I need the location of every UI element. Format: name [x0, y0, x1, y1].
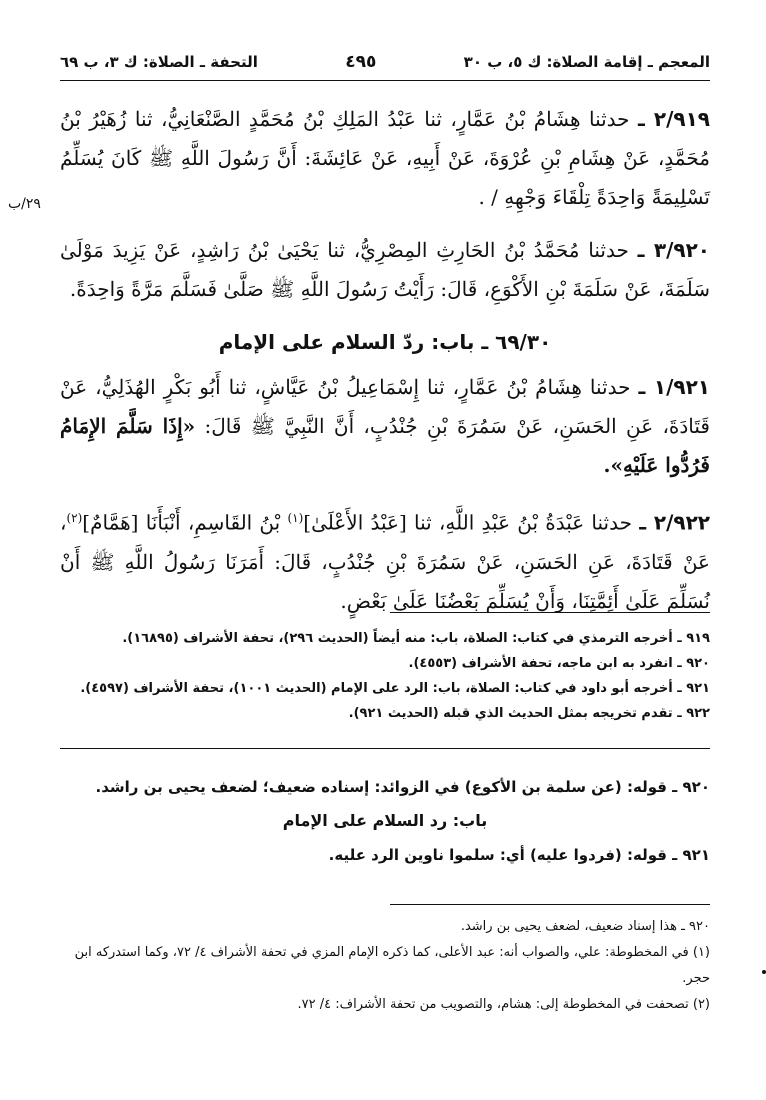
- chapter-title: ٦٩/٣٠ ـ باب: ردّ السلام على الإمام: [218, 330, 552, 354]
- header-left-title: التحفة ـ الصلاة: ك ٣، ب ٦٩: [60, 53, 258, 71]
- hadith-text: ، عَنْ قَتَادَةَ، عَنِ الحَسَنِ، عَنْ سَمُرَةَ بْنِ جُنْدُبٍ، قَالَ: أَمَرَنَا رَسُولُ اللَّهِ ﷺ أَنْ نُسَلِّمَ عَلَىٰ أَئِمَّتِنَا، وَأَنْ يُسَلِّمَ بَعْضُنَا عَلَىٰ بَعْضٍ.: [60, 510, 710, 613]
- hadith-text: حدثنا عَبْدَةُ بْنُ عَبْدِ اللَّهِ، ثنا [عَبْدُ الأَعْلَىٰ]: [303, 510, 632, 535]
- takhrij-item: ٩٢٠ ـ انفرد به ابن ماجه، تحفة الأشراف (٤٥٥٣).: [408, 656, 710, 671]
- main-text: [60, 100, 710, 635]
- footnote-item: (١) في المخطوطة: علي، والصواب أنه: عبد الأعلى، كما ذكره الإمام المزي في تحفة الأشراف ٤/ ٧٢، وكما استدركه ابن حجر.: [74, 945, 710, 986]
- hadith-number: ٣/٩٢٠ ـ: [637, 238, 710, 262]
- hadith-921: [60, 368, 710, 485]
- header-divider: [60, 80, 710, 81]
- takhrij-divider: [390, 612, 710, 613]
- hadith-text: حدثنا هِشَامُ بْنُ عَمَّارٍ، ثنا عَبْدُ المَلِكِ بْنُ مُحَمَّدٍ الصَّنْعَانِيُّ، ثنا زُهَيْرُ بْنُ مُحَمَّدٍ، عَنْ هِشَامِ بْنِ عُرْوَةَ، عَنْ أَبِيهِ، عَنْ عَائِشَةَ: أَنَّ رَسُولَ اللَّهِ ﷺ كَانَ يُسَلِّمُ تَسْلِيمَةً وَاحِدَةً تِلْقَاءَ وَجْهِهِ / .: [60, 107, 710, 209]
- commentary-section-title: باب: رد السلام على الإمام: [282, 811, 488, 830]
- page-header: [60, 48, 710, 76]
- hadith-quote: «إِذَا سَلَّمَ الإِمَامُ فَرُدُّوا عَلَيْهِ».: [60, 414, 710, 477]
- footnotes: [60, 914, 710, 1018]
- commentary-item: ٩٢١ ـ قوله: (فردوا عليه) أي: سلموا ناوين الرد عليه.: [328, 846, 710, 864]
- margin-folio-note: ٢٩/ب: [8, 196, 41, 212]
- hadith-919: [60, 100, 710, 217]
- commentary-item: ٩٢٠ ـ قوله: (عن سلمة بن الأكوع) في الزوائد: إسناده ضعيف؛ لضعف يحيى بن راشد.: [95, 778, 710, 796]
- hadith-number: ١/٩٢١ ـ: [638, 375, 710, 399]
- takhrij-item: ٩٢١ ـ أخرجه أبو داود في كتاب: الصلاة، باب: الرد على الإمام (الحديث ١٠٠١)، تحفة الأشراف (٤٥٩٧).: [80, 681, 710, 696]
- footnote-item: (٢) تصحفت في المخطوطة إلى: هشام، والتصويب من تحفة الأشراف: ٤/ ٧٢.: [297, 997, 710, 1012]
- page-number: ٤٩٥: [345, 52, 377, 72]
- footnote-ref-1: (١): [287, 511, 304, 525]
- footnotes-divider: [390, 904, 710, 905]
- takhrij-item: ٩١٩ ـ أخرجه الترمذي في كتاب: الصلاة، باب: منه أيضاً (الحديث ٢٩٦)، تحفة الأشراف (١٦٨٩٥).: [122, 631, 710, 646]
- commentary-divider: [60, 748, 710, 749]
- scan-mark: [762, 970, 766, 974]
- takhrij-item: ٩٢٢ ـ تقدم تخريجه بمثل الحديث الذي قبله (الحديث ٩٢١).: [348, 706, 710, 721]
- hadith-922: [60, 499, 710, 621]
- footnote-ref-2: (٢): [66, 511, 83, 525]
- takhrij-list: [60, 626, 710, 726]
- header-right-title: المعجم ـ إقامة الصلاة: ك ٥، ب ٣٠: [463, 53, 710, 71]
- footnote-item: ٩٢٠ ـ هذا إسناد ضعيف، لضعف يحيى بن راشد.: [460, 919, 710, 934]
- hadith-text: حدثنا هِشَامُ بْنُ عَمَّارٍ، ثنا إِسْمَاعِيلُ بْنُ عَيَّاشٍ، ثنا أَبُو بَكْرٍ الهُذَلِيُّ، عَنْ قَتَادَةَ، عَنِ الحَسَنِ، عَنْ سَمُرَةَ بْنِ جُنْدُبٍ، أَنَّ النَّبِيَّ ﷺ قَالَ:: [60, 375, 710, 438]
- hadith-number: ٢/٩٢٢ ـ: [639, 510, 710, 535]
- commentary: [60, 770, 710, 872]
- hadith-number: ٢/٩١٩ ـ: [637, 107, 710, 131]
- hadith-text: بْنُ القَاسِمِ، أَنْبَأَنَا [هَمَّامٌ]: [82, 510, 288, 535]
- hadith-text: حدثنا مُحَمَّدُ بْنُ الحَارِثِ المِصْرِيُّ، ثنا يَحْيَىٰ بْنُ رَاشِدٍ، عَنْ يَزِيدَ مَوْلَىٰ سَلَمَةَ، عَنْ سَلَمَةَ بْنِ الأَكْوَعِ، قَالَ: رَأَيْتُ رَسُولَ اللَّهِ ﷺ صَلَّىٰ فَسَلَّمَ مَرَّةً وَاحِدَةً.: [60, 238, 710, 301]
- hadith-920: [60, 231, 710, 309]
